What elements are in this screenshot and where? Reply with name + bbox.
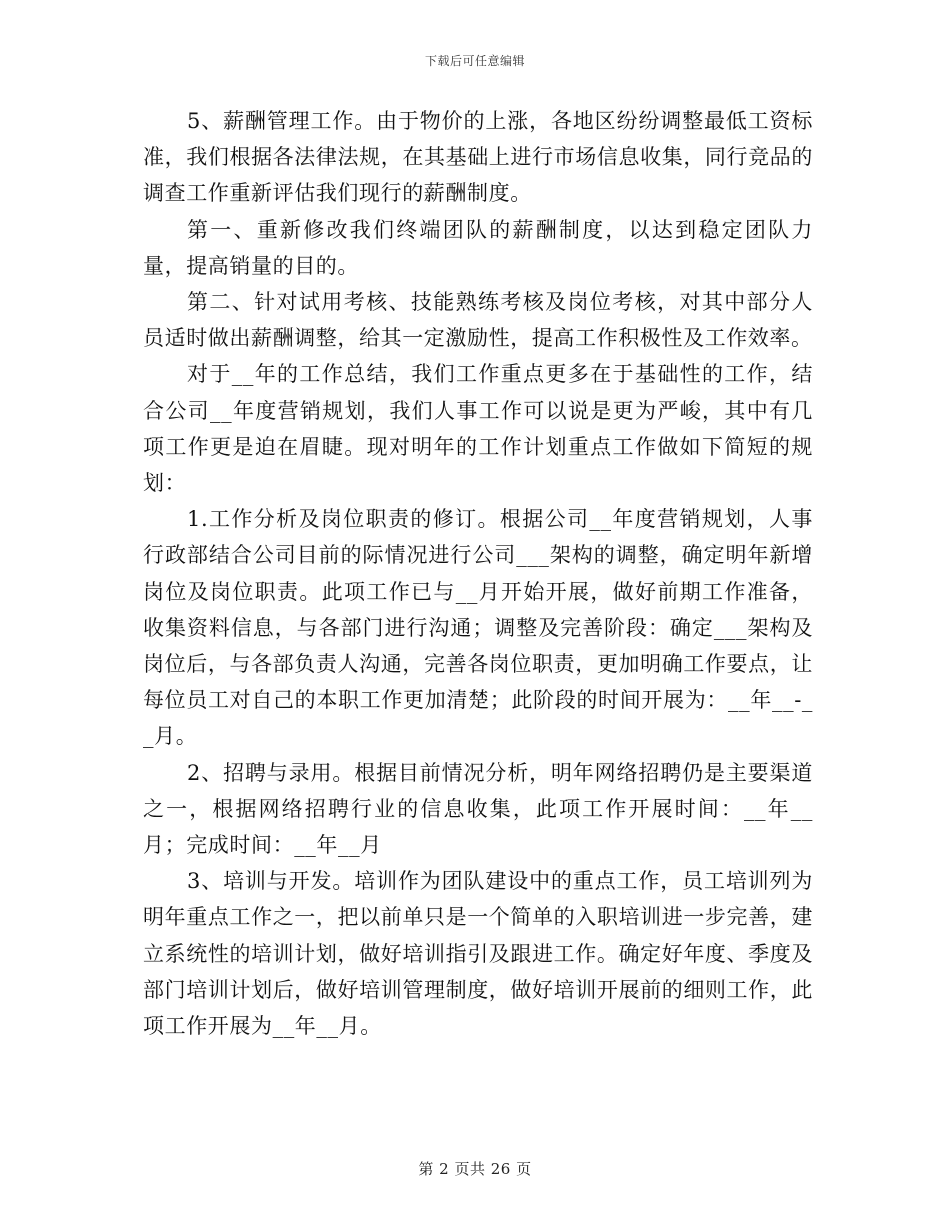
paragraph-work-summary: 对于__年的工作总结，我们工作重点更多在于基础性的工作，结合公司__年度营销规划，我们人事工作可以说是更为严峻，其中有几项工作更是迫在眉睫。现对明年的工作计划重点工作做如下简短的规划： [143,362,813,496]
paragraph-first-point: 第一、重新修改我们终端团队的薪酬制度，以达到稳定团队力量，提高销量的目的。 [143,217,813,278]
paragraph-salary-management: 5、薪酬管理工作。由于物价的上涨，各地区纷纷调整最低工资标准，我们根据各法律法规，在其基础上进行市场信息收集，同行竞品的调查工作重新评估我们现行的薪酬制度。 [143,109,813,206]
paragraph-second-point: 第二、针对试用考核、技能熟练考核及岗位考核，对其中部分人员适时做出薪酬调整，给其一定激励性，提高工作积极性及工作效率。 [143,290,813,351]
paragraph-training: 3、培训与开发。培训作为团队建设中的重点工作，员工培训列为明年重点工作之一，把以前单只是一个简单的入职培训进一步完善，建立系统性的培训计划，做好培训指引及跟进工作。确定好年度、季度及部门培训计划后，做好培训管理制度，做好培训开展前的细则工作，此项工作开展为__年__月。 [143,869,813,1039]
page-header-note: 下载后可任意编辑 [424,54,525,68]
document-body [143,103,813,1044]
page-number: 第 2 页共 26 页 [418,1160,532,1178]
paragraph-recruitment: 2、招聘与录用。根据目前情况分析，明年网络招聘仍是主要渠道之一，根据网络招聘行业的信息收集，此项工作开展时间：__年__月；完成时间：__年__月 [143,760,813,858]
paragraph-job-analysis: 1.工作分析及岗位职责的修订。根据公司__年度营销规划，人事行政部结合公司目前的际情况进行公司___架构的调整，确定明年新增岗位及岗位职责。此项工作已与__月开始开展，做好前期工作准备，收集资料信息，与各部门进行沟通；调整及完善阶段：确定___架构及岗位后，与各部负责人沟通，完善各岗位职责，更加明确工作要点，让每位员工对自己的本职工作更加清楚；此阶段的时间开展为：__年__-__月。 [143,507,813,749]
